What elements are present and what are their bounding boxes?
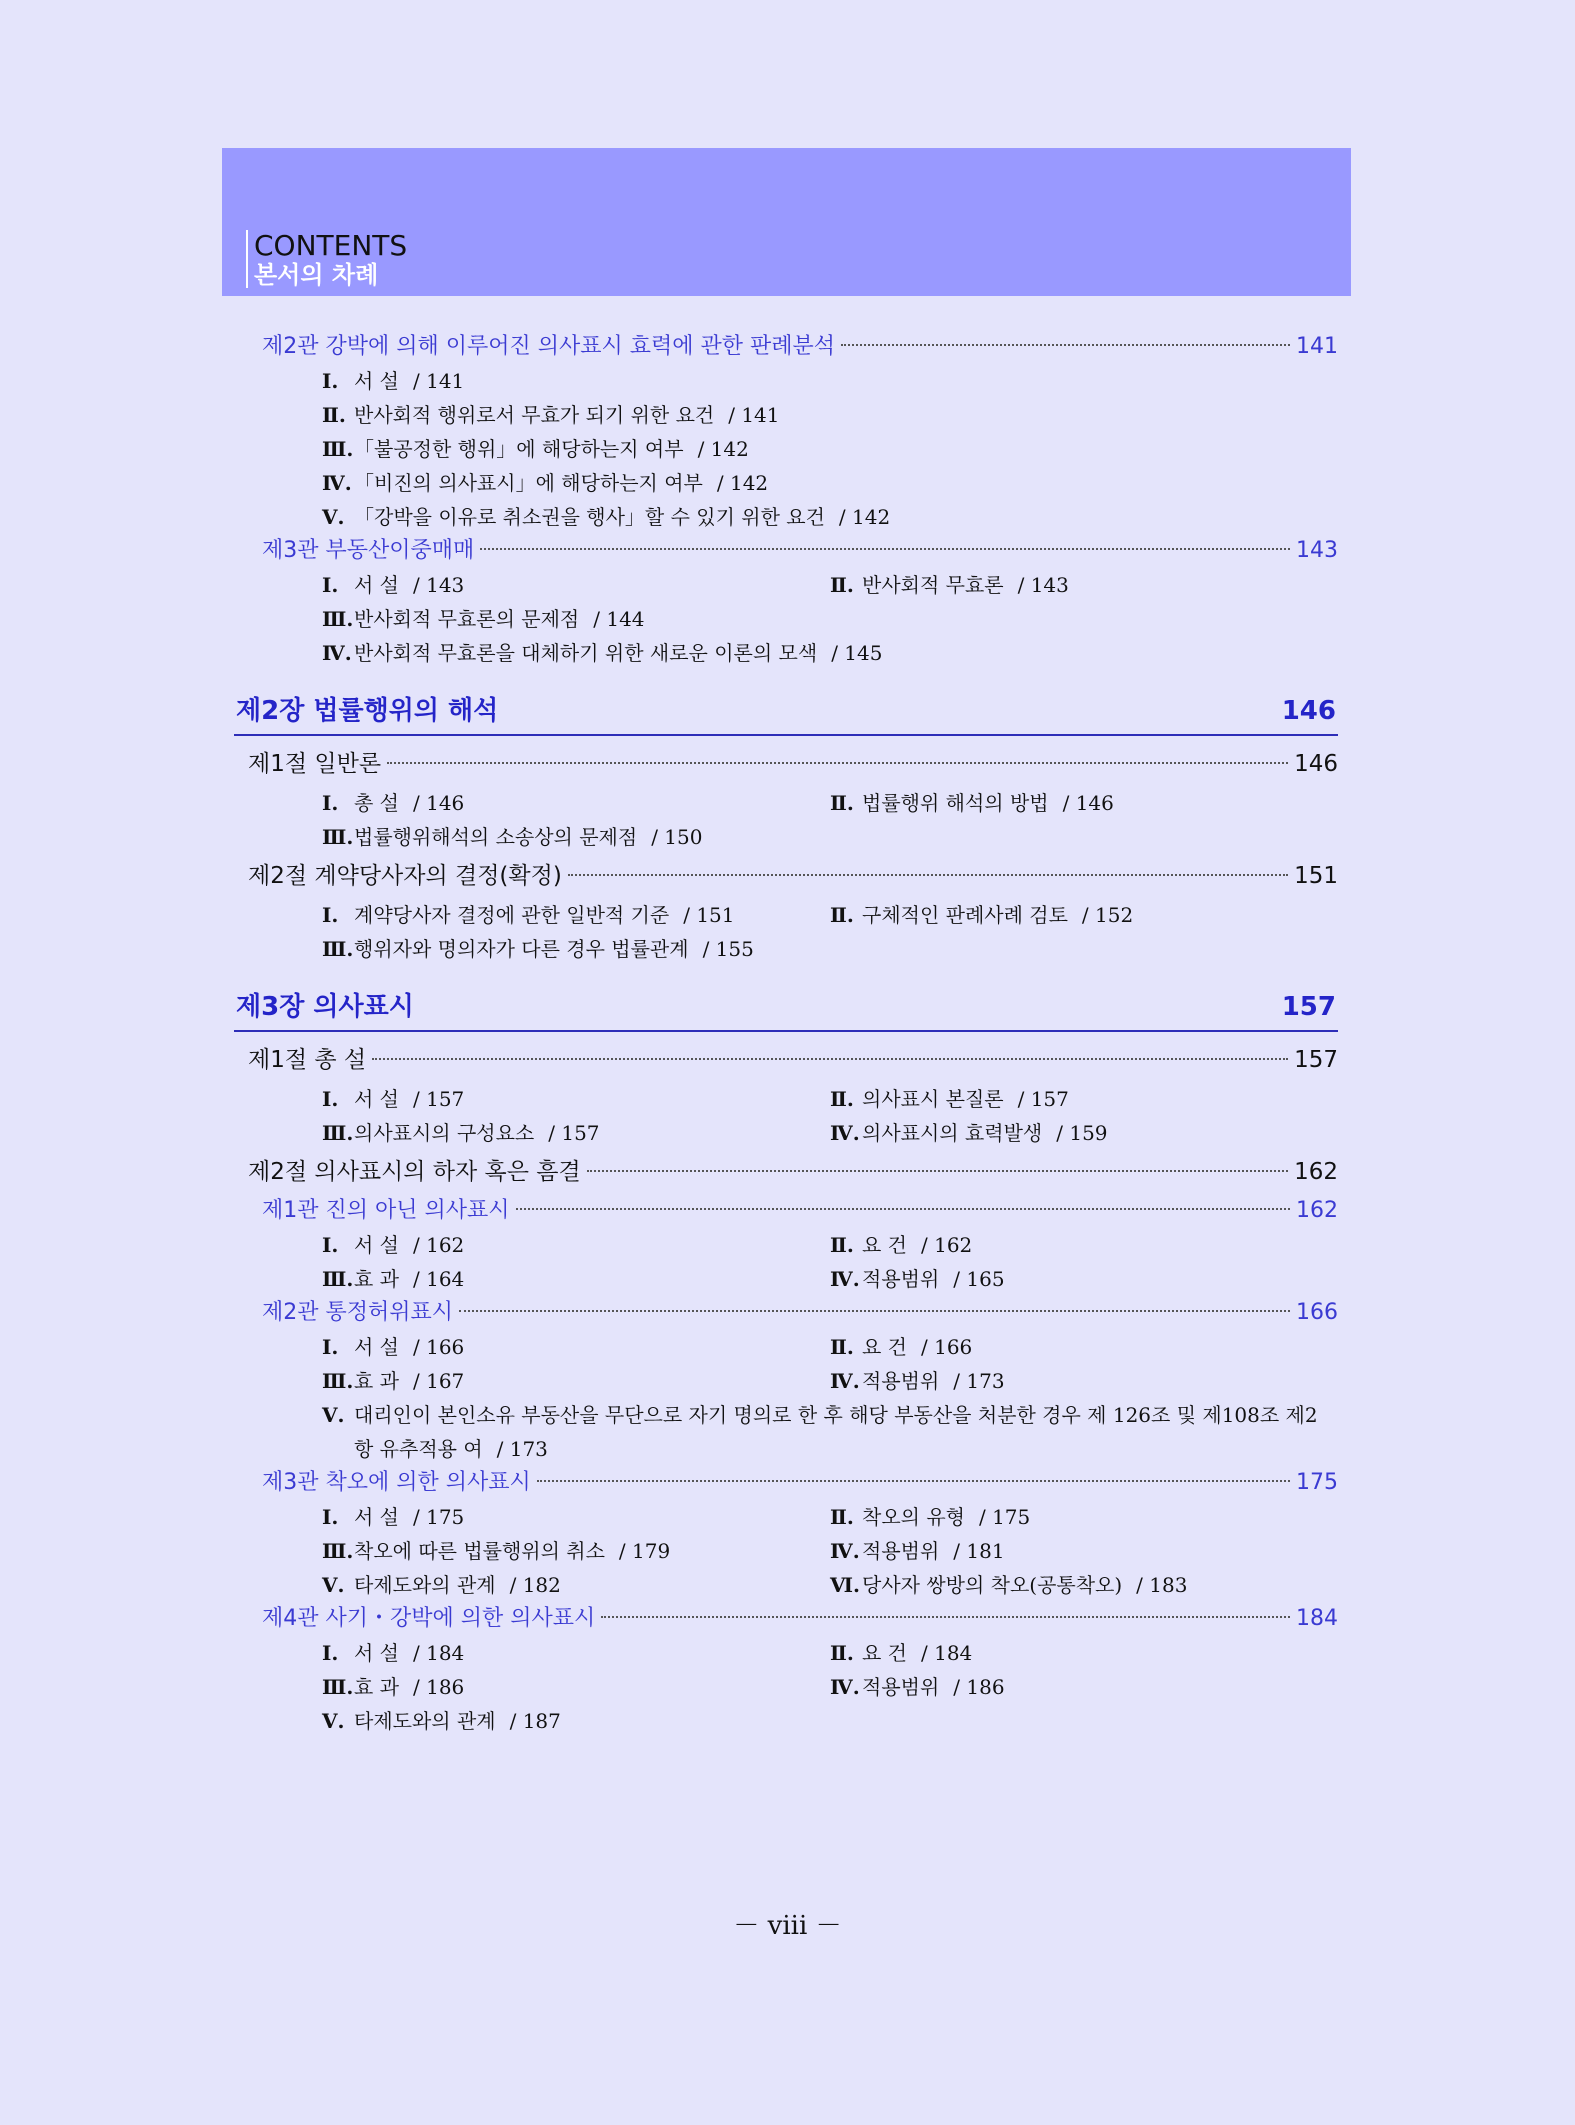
item-numeral: Ⅰ. xyxy=(322,791,339,815)
chapter-title: 제2장 법률행위의 해석 xyxy=(236,696,499,726)
dot-leader xyxy=(587,1170,1288,1172)
item-text: 서 설 xyxy=(354,1641,399,1665)
toc-item-list xyxy=(234,1330,1338,1466)
toc-entry-label: 제4관 사기・강박에 의한 의사표시 xyxy=(262,1606,596,1631)
dot-leader xyxy=(516,1208,1291,1210)
toc-item xyxy=(322,1228,830,1262)
item-text: 서 설 xyxy=(354,573,399,597)
item-numeral: Ⅰ. xyxy=(322,1233,339,1257)
toc-entry-page: 141 xyxy=(1296,334,1338,359)
toc-entry-page: 166 xyxy=(1296,1300,1338,1325)
item-text: 효 과 xyxy=(354,1675,399,1699)
item-page-ref: / 146 xyxy=(1062,791,1114,815)
toc-item xyxy=(322,1636,830,1670)
item-page-ref: / 173 xyxy=(496,1437,548,1461)
item-text: 반사회적 무효론을 대체하기 위한 새로운 이론의 모색 xyxy=(354,641,818,665)
dot-leader xyxy=(537,1480,1290,1482)
item-numeral: Ⅲ. xyxy=(322,1675,354,1699)
item-page-ref: / 151 xyxy=(683,903,735,927)
item-numeral: Ⅱ. xyxy=(830,791,854,815)
item-text: 서 설 xyxy=(354,1087,399,1111)
item-text: 계약당사자 결정에 관한 일반적 기준 xyxy=(354,903,670,927)
item-numeral: Ⅰ. xyxy=(322,1087,339,1111)
item-numeral: Ⅳ. xyxy=(830,1539,860,1563)
contents-subtitle: 본서의 차례 xyxy=(254,261,379,289)
toc-item xyxy=(322,1116,830,1150)
item-text: 착오의 유형 xyxy=(862,1505,965,1529)
toc-item-list xyxy=(234,1082,1338,1150)
toc-item xyxy=(322,466,768,500)
item-page-ref: / 166 xyxy=(921,1335,973,1359)
item-text: 서 설 xyxy=(354,369,399,393)
item-text: 「불공정한 행위」에 해당하는지 여부 xyxy=(354,437,684,461)
item-text: 반사회적 행위로서 무효가 되기 위한 요건 xyxy=(354,403,715,427)
item-page-ref: / 164 xyxy=(413,1267,465,1291)
item-text: 법률행위해석의 소송상의 문제점 xyxy=(354,825,638,849)
item-text: 적용범위 xyxy=(862,1539,940,1563)
toc-item xyxy=(830,1330,1338,1364)
item-page-ref: / 157 xyxy=(548,1121,600,1145)
toc-entry-label: 제2절 계약당사자의 결정(확정) xyxy=(248,863,562,889)
toc-item xyxy=(830,1228,1338,1262)
item-text: 요 건 xyxy=(862,1641,907,1665)
toc-item-list xyxy=(234,786,1338,854)
item-text: 「강박을 이유로 취소권을 행사」할 수 있기 위한 요건 xyxy=(354,505,825,529)
item-page-ref: / 162 xyxy=(413,1233,465,1257)
toc-item xyxy=(322,1398,1334,1466)
item-text: 서 설 xyxy=(354,1335,399,1359)
item-page-ref: / 165 xyxy=(953,1267,1005,1291)
toc-item xyxy=(830,1262,1338,1296)
item-numeral: Ⅰ. xyxy=(322,573,339,597)
dot-leader xyxy=(601,1616,1290,1618)
item-text: 의사표시 본질론 xyxy=(862,1087,1004,1111)
toc-section-heading[interactable] xyxy=(234,1194,1338,1228)
item-numeral: Ⅳ. xyxy=(830,1369,860,1393)
item-numeral: Ⅰ. xyxy=(322,1335,339,1359)
item-numeral: Ⅱ. xyxy=(830,1641,854,1665)
item-numeral: Ⅴ. xyxy=(322,1573,345,1597)
chapter-heading[interactable] xyxy=(234,688,1338,736)
toc-item-list xyxy=(234,898,1338,966)
item-page-ref: / 157 xyxy=(1017,1087,1069,1111)
item-text: 적용범위 xyxy=(862,1267,940,1291)
toc-item xyxy=(322,1500,830,1534)
toc-entry-page: 162 xyxy=(1294,1159,1338,1185)
toc-entry-page: 162 xyxy=(1296,1198,1338,1223)
dot-leader xyxy=(841,344,1290,346)
item-numeral: Ⅱ. xyxy=(830,573,854,597)
chapter-page: 146 xyxy=(1281,696,1336,726)
item-numeral: Ⅲ. xyxy=(322,937,354,961)
item-page-ref: / 141 xyxy=(728,403,780,427)
toc-item xyxy=(322,432,749,466)
toc-item-list xyxy=(234,1228,1338,1296)
item-page-ref: / 179 xyxy=(618,1539,671,1563)
item-numeral: Ⅲ. xyxy=(322,1121,354,1145)
dot-leader xyxy=(387,762,1288,764)
item-text: 타제도와의 관계 xyxy=(354,1709,496,1733)
item-page-ref: / 144 xyxy=(593,607,645,631)
item-numeral: Ⅴ. xyxy=(322,505,345,529)
item-page-ref: / 142 xyxy=(716,471,769,495)
item-page-ref: / 166 xyxy=(413,1335,465,1359)
toc-entry-label: 제1절 일반론 xyxy=(248,751,382,777)
toc-item xyxy=(830,1568,1338,1602)
toc-item xyxy=(322,398,780,432)
toc-item xyxy=(322,898,830,932)
item-text: 의사표시의 효력발생 xyxy=(862,1121,1043,1145)
toc-item xyxy=(322,568,830,602)
item-numeral: Ⅳ. xyxy=(830,1121,860,1145)
toc-entry-label: 제2관 통정허위표시 xyxy=(262,1300,454,1325)
item-page-ref: / 143 xyxy=(413,573,465,597)
item-text: 구체적인 판례사례 검토 xyxy=(862,903,1068,927)
item-numeral: Ⅲ. xyxy=(322,1369,354,1393)
toc-item xyxy=(830,568,1338,602)
toc-section-heading[interactable] xyxy=(234,1602,1338,1636)
item-page-ref: / 162 xyxy=(921,1233,973,1257)
item-text: 요 건 xyxy=(862,1233,907,1257)
toc-item xyxy=(830,1082,1338,1116)
toc-item xyxy=(322,364,834,398)
item-numeral: Ⅰ. xyxy=(322,903,339,927)
toc-subchapter-heading[interactable] xyxy=(234,1038,1338,1082)
toc-item-list xyxy=(234,1636,1338,1738)
toc-entry-label: 제3관 착오에 의한 의사표시 xyxy=(262,1470,531,1495)
toc-item xyxy=(830,1670,1338,1704)
chapter-heading[interactable] xyxy=(234,984,1338,1032)
toc-item xyxy=(322,636,882,670)
item-page-ref: / 152 xyxy=(1081,903,1134,927)
toc-item xyxy=(322,932,754,966)
toc-entry-page: 157 xyxy=(1294,1047,1338,1073)
item-page-ref: / 141 xyxy=(413,369,465,393)
chapter-page: 157 xyxy=(1281,992,1336,1022)
toc-item-list xyxy=(234,568,1338,670)
toc-item xyxy=(322,1262,830,1296)
item-text: 적용범위 xyxy=(862,1675,940,1699)
item-numeral: Ⅰ. xyxy=(322,1505,339,1529)
toc-item xyxy=(830,898,1338,932)
item-text: 효 과 xyxy=(354,1369,399,1393)
item-page-ref: / 184 xyxy=(413,1641,465,1665)
item-page-ref: / 186 xyxy=(413,1675,465,1699)
item-numeral: Ⅳ. xyxy=(830,1267,860,1291)
item-text: 당사자 쌍방의 착오(공통착오) xyxy=(862,1573,1123,1597)
toc-item xyxy=(322,1364,830,1398)
item-numeral: Ⅰ. xyxy=(322,369,339,393)
dot-leader xyxy=(568,874,1288,876)
toc-entry-label: 제1절 총 설 xyxy=(248,1047,367,1073)
toc-entry-page: 175 xyxy=(1296,1470,1338,1495)
toc-item xyxy=(322,602,645,636)
item-numeral: Ⅲ. xyxy=(322,1539,354,1563)
item-numeral: Ⅱ. xyxy=(322,403,346,427)
item-numeral: Ⅱ. xyxy=(830,1233,854,1257)
item-text: 총 설 xyxy=(354,791,399,815)
toc-item xyxy=(322,786,830,820)
item-text: 서 설 xyxy=(354,1505,399,1529)
item-text: 서 설 xyxy=(354,1233,399,1257)
toc-item xyxy=(830,1364,1338,1398)
item-page-ref: / 175 xyxy=(413,1505,465,1529)
toc-item xyxy=(322,1534,830,1568)
contents-header xyxy=(222,148,1351,296)
toc-entry-label: 제2관 강박에 의해 이루어진 의사표시 효력에 관한 판례분석 xyxy=(262,334,835,359)
item-text: 효 과 xyxy=(354,1267,399,1291)
item-text: 적용범위 xyxy=(862,1369,940,1393)
page-number: － viii － xyxy=(733,1911,842,1941)
item-numeral: Ⅲ. xyxy=(322,607,354,631)
item-numeral: Ⅴ. xyxy=(322,1403,345,1427)
toc-item xyxy=(322,1082,830,1116)
item-page-ref: / 187 xyxy=(509,1709,561,1733)
toc-item xyxy=(322,1670,830,1704)
toc-item xyxy=(830,1636,1338,1670)
item-page-ref: / 146 xyxy=(413,791,465,815)
item-page-ref: / 142 xyxy=(838,505,891,529)
item-page-ref: / 155 xyxy=(702,937,754,961)
item-page-ref: / 186 xyxy=(953,1675,1005,1699)
header-title-block xyxy=(246,230,407,288)
item-page-ref: / 175 xyxy=(978,1505,1031,1529)
toc-item-list xyxy=(234,1500,1338,1602)
item-numeral: Ⅲ. xyxy=(322,1267,354,1291)
table-of-contents xyxy=(234,330,1338,1738)
dot-leader xyxy=(459,1310,1290,1312)
toc-entry-label: 제1관 진의 아닌 의사표시 xyxy=(262,1198,510,1223)
toc-item xyxy=(322,500,890,534)
item-page-ref: / 157 xyxy=(413,1087,465,1111)
item-numeral: Ⅱ. xyxy=(830,1087,854,1111)
item-numeral: Ⅲ. xyxy=(322,437,354,461)
item-page-ref: / 145 xyxy=(831,641,883,665)
item-numeral: Ⅳ. xyxy=(830,1675,860,1699)
item-numeral: Ⅲ. xyxy=(322,825,354,849)
item-numeral: Ⅵ. xyxy=(830,1573,860,1597)
toc-section-heading[interactable] xyxy=(234,1296,1338,1330)
toc-subchapter-heading[interactable] xyxy=(234,1150,1338,1194)
chapter-title: 제3장 의사표시 xyxy=(236,992,414,1022)
item-numeral: Ⅰ. xyxy=(322,1641,339,1665)
item-numeral: Ⅳ. xyxy=(322,641,352,665)
toc-item xyxy=(322,820,702,854)
item-numeral: Ⅱ. xyxy=(830,1505,854,1529)
item-numeral: Ⅱ. xyxy=(830,1335,854,1359)
toc-subchapter-heading[interactable] xyxy=(234,854,1338,898)
item-page-ref: / 183 xyxy=(1136,1573,1188,1597)
item-page-ref: / 182 xyxy=(509,1573,561,1597)
toc-section-heading[interactable] xyxy=(234,1466,1338,1500)
item-page-ref: / 167 xyxy=(413,1369,465,1393)
toc-item xyxy=(322,1704,834,1738)
item-text: 대리인이 본인소유 부동산을 무단으로 자기 명의로 한 후 해당 부동산을 처분한 경우 제 126조 및 제108조 제2항 유추적용 여 xyxy=(354,1403,1318,1461)
item-text: 행위자와 명의자가 다른 경우 법률관계 xyxy=(354,937,689,961)
toc-item xyxy=(322,1568,830,1602)
item-text: 타제도와의 관계 xyxy=(354,1573,496,1597)
toc-entry-page: 184 xyxy=(1296,1606,1338,1631)
item-text: 반사회적 무효론 xyxy=(862,573,1004,597)
item-page-ref: / 173 xyxy=(953,1369,1005,1393)
item-text: 요 건 xyxy=(862,1335,907,1359)
item-text: 법률행위 해석의 방법 xyxy=(862,791,1049,815)
item-numeral: Ⅳ. xyxy=(322,471,352,495)
item-wrap xyxy=(354,1398,1334,1466)
toc-item xyxy=(830,1116,1338,1150)
item-numeral: Ⅴ. xyxy=(322,1709,345,1733)
item-page-ref: / 143 xyxy=(1017,573,1069,597)
dot-leader xyxy=(372,1058,1288,1060)
item-page-ref: / 159 xyxy=(1056,1121,1108,1145)
item-numeral: Ⅱ. xyxy=(830,903,854,927)
toc-section-heading[interactable] xyxy=(234,330,1338,364)
dot-leader xyxy=(480,548,1290,550)
toc-item xyxy=(830,1534,1338,1568)
contents-title: CONTENTS xyxy=(254,229,408,262)
toc-entry-page: 151 xyxy=(1294,863,1338,889)
toc-entry-label: 제3관 부동산이중매매 xyxy=(262,538,475,563)
item-text: 반사회적 무효론의 문제점 xyxy=(354,607,580,631)
toc-entry-page: 146 xyxy=(1294,751,1338,777)
item-text: 의사표시의 구성요소 xyxy=(354,1121,535,1145)
item-page-ref: / 142 xyxy=(697,437,749,461)
toc-item xyxy=(830,1500,1338,1534)
toc-section-heading[interactable] xyxy=(234,534,1338,568)
toc-entry-label: 제2절 의사표시의 하자 혹은 흠결 xyxy=(248,1159,581,1185)
toc-item-list xyxy=(234,364,1338,534)
toc-entry-page: 143 xyxy=(1296,538,1338,563)
item-page-ref: / 181 xyxy=(953,1539,1005,1563)
toc-subchapter-heading[interactable] xyxy=(234,742,1338,786)
item-page-ref: / 184 xyxy=(921,1641,973,1665)
toc-item xyxy=(830,786,1338,820)
toc-item xyxy=(322,1330,830,1364)
item-text: 착오에 따른 법률행위의 취소 xyxy=(354,1539,605,1563)
item-text: 「비진의 의사표시」에 해당하는지 여부 xyxy=(354,471,703,495)
item-page-ref: / 150 xyxy=(651,825,703,849)
